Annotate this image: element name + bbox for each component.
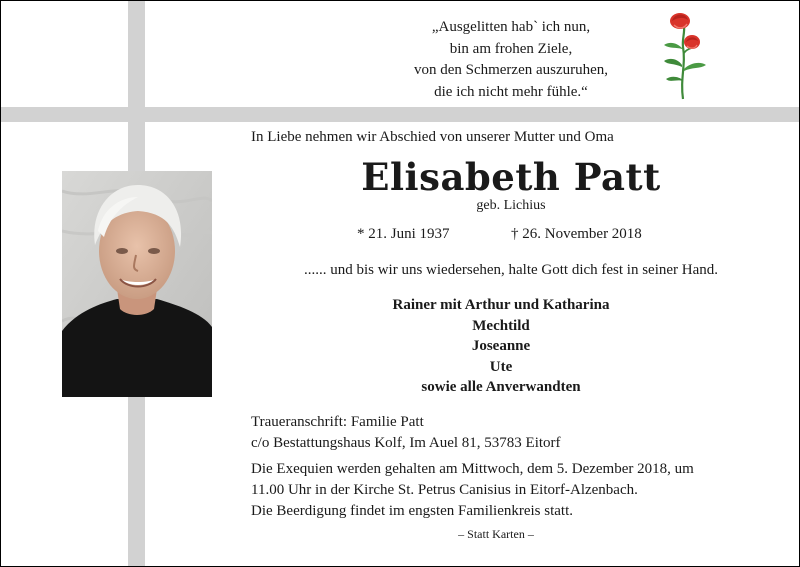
quote-block	[371, 17, 651, 103]
portrait-photo	[62, 171, 212, 397]
service-line: Die Beerdigung findet im engsten Familienkreis statt.	[251, 503, 574, 519]
address-line: c/o Bestattungshaus Kolf, Im Auel 81, 53783 Eitorf	[251, 435, 561, 451]
quote-line: von den Schmerzen auszuruhen,	[413, 62, 609, 78]
quote-line: „Ausgelitten hab` ich nun,	[431, 19, 591, 35]
intro-text: In Liebe nehmen wir Abschied von unserer Mutter und Oma	[251, 129, 614, 145]
footer-note: – Statt Karten –	[458, 527, 534, 541]
farewell-verse: ...... und bis wir uns wiedersehen, halte Gott dich fest in seiner Hand.	[303, 262, 719, 278]
deceased-name: Elisabeth Patt	[361, 155, 661, 199]
service-info	[251, 459, 694, 522]
quote-line: die ich nicht mehr fühle.“	[434, 83, 588, 100]
birth-date: * 21. Juni 1937	[357, 226, 450, 242]
service-line: Die Exequien werden gehalten am Mittwoch, dem 5. Dezember 2018, um	[251, 461, 694, 477]
service-line: 11.00 Uhr in der Kirche St. Petrus Canisius in Eitorf-Alzenbach.	[251, 482, 638, 498]
mourner-name: Mechtild	[472, 317, 530, 334]
address-line: Traueranschrift: Familie Patt	[251, 414, 424, 430]
rose-icon	[656, 9, 716, 103]
mourner-name: Ute	[489, 358, 513, 375]
quote-line: bin am frohen Ziele,	[449, 40, 573, 57]
mourners-list	[251, 295, 751, 398]
mourning-address	[251, 412, 561, 454]
maiden-name: geb. Lichius	[476, 198, 546, 213]
mourner-name: Joseanne	[471, 338, 531, 354]
cross-ornament-horizontal	[1, 107, 799, 122]
death-date: † 26. November 2018	[511, 226, 642, 242]
mourner-name: sowie alle Anverwandten	[421, 379, 581, 395]
mourner-name: Rainer mit Arthur und Katharina	[392, 297, 610, 313]
